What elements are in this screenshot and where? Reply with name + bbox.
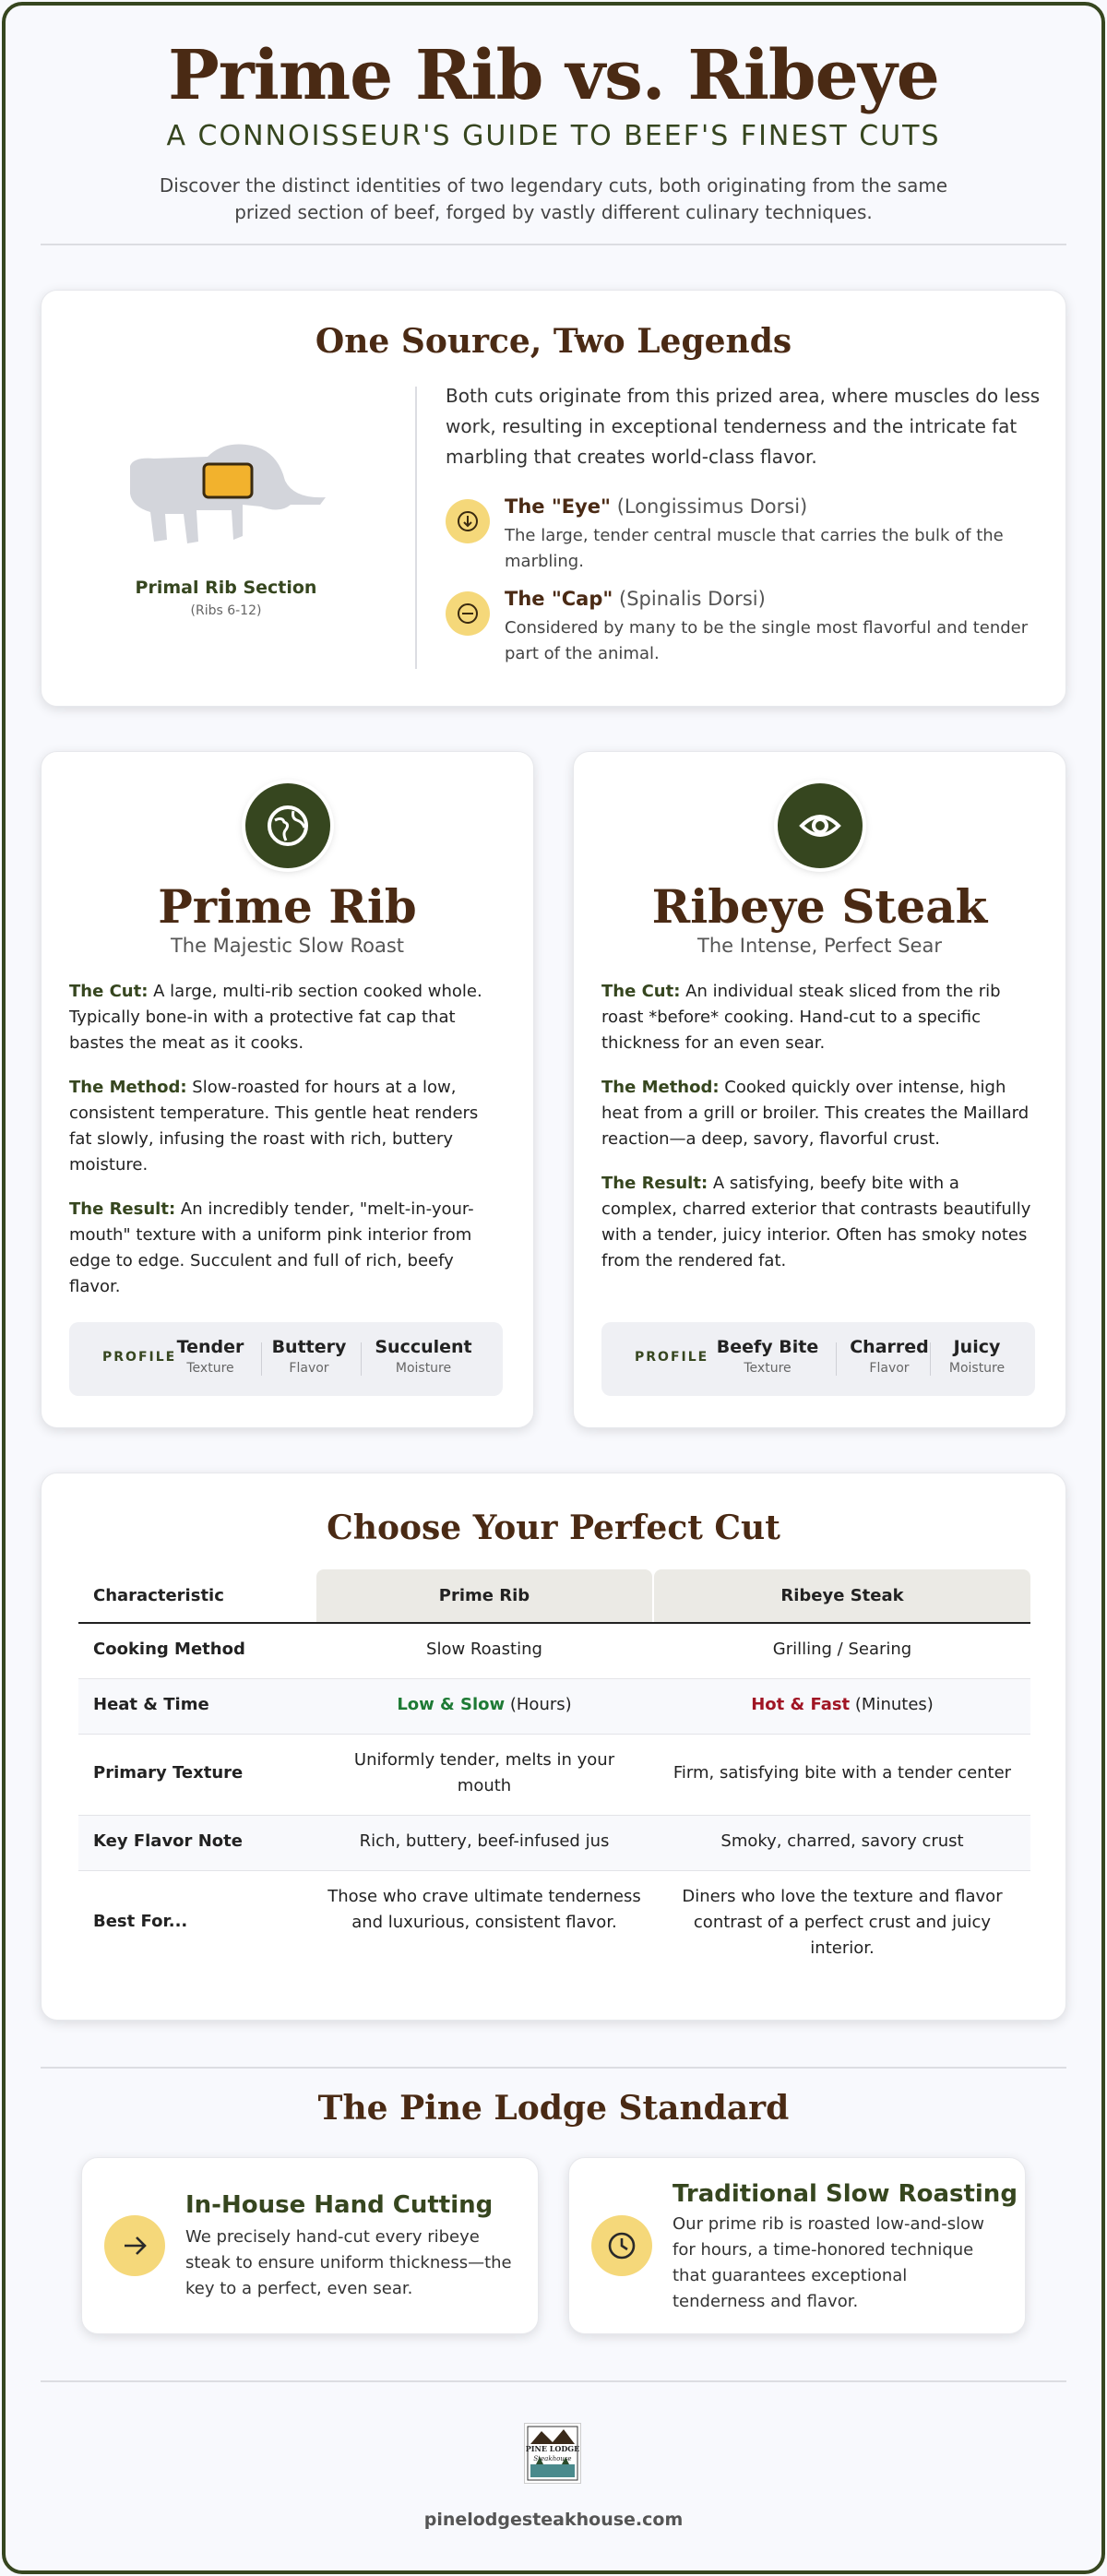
- part-description: The large, tender central muscle that carries the bulk of the marbling.: [505, 526, 1004, 571]
- logo-text: PINE LODGE: [525, 2444, 580, 2453]
- result-description: The Result: An incredibly tender, "melt-in-your-mouth" texture with a uniform pink interior from edge to edge. Succulent and full of rich, beefy flavor.: [69, 1199, 474, 1296]
- header: [0, 33, 1107, 226]
- cut-name: Prime Rib: [158, 879, 417, 934]
- profile-separator: [836, 1342, 837, 1376]
- source-title: One Source, Two Legends: [315, 322, 792, 361]
- profile-separator: [930, 1342, 931, 1376]
- website-link[interactable]: pinelodgesteakhouse.com: [423, 2510, 684, 2530]
- part-description: Considered by many to be the single most flavorful and tender part of the animal.: [505, 618, 1029, 663]
- eye-icon: [778, 783, 863, 868]
- page-intro: Discover the distinct identities of two legendary cuts, both originating from the same prized section of beef, forged by vastly different culinary techniques.: [159, 174, 948, 223]
- feature-description: Our prime rib is roasted low-and-slow for hours, a time-honored technique that guarantees exceptional tenderness and flavor.: [673, 2214, 984, 2311]
- column-header: Ribeye Steak: [654, 1569, 1030, 1623]
- prime-rib-card: [41, 751, 534, 1428]
- pine-lodge-logo: [524, 2423, 581, 2484]
- comparison-card: [41, 1473, 1066, 2021]
- cut-tagline: The Intense, Perfect Sear: [697, 935, 942, 957]
- cut-description: The Cut: A large, multi-rib section cooked whole. Typically bone-in with a protective fat cap that bastes the meat as it cooks.: [69, 982, 482, 1053]
- table-row: Best For... Those who crave ultimate tenderness and luxurious, consistent flavor. Diners who love the texture and flavor contrast of a perfect crust and juicy interior.: [93, 1887, 1003, 1958]
- page-title: Prime Rib vs. Ribeye: [168, 36, 939, 115]
- table-row: Primary Texture Uniformly tender, melts in your mouth Firm, satisfying bite with a tender center: [78, 1735, 1030, 1816]
- cut-name: Ribeye Steak: [651, 879, 988, 934]
- part-title: The "Cap" (Spinalis Dorsi): [505, 588, 766, 610]
- table-row: Heat & Time Low & Slow (Hours) Hot & Fast (Minutes): [78, 1679, 1030, 1735]
- feature-description: We precisely hand-cut every ribeye steak to ensure uniform thickness—the key to a perfect, even sear.: [185, 2227, 512, 2298]
- feature-card: [81, 2157, 539, 2334]
- standard-title: The Pine Lodge Standard: [317, 2089, 790, 2128]
- profile-item: Buttery Flavor: [271, 1337, 347, 1376]
- source-card: [41, 290, 1066, 707]
- figure-sublabel: (Ribs 6-12): [190, 603, 262, 618]
- profile-item: Tender Texture: [176, 1337, 244, 1376]
- profile-separator: [361, 1342, 362, 1376]
- profile-item: Succulent Moisture: [375, 1337, 472, 1376]
- arrow-down-circle-icon: [446, 499, 490, 543]
- feature-title: In-House Hand Cutting: [185, 2191, 494, 2219]
- profile-item: Charred Flavor: [850, 1337, 929, 1376]
- table-title: Choose Your Perfect Cut: [327, 1509, 780, 1547]
- cow-illustration: [123, 440, 335, 551]
- method-description: The Method: Cooked quickly over intense, high heat from a grill or broiler. This creates the Maillard reaction—a deep, savory, flavorful crust.: [601, 1078, 1030, 1149]
- page-subtitle: A CONNOISSEUR'S GUIDE TO BEEF'S FINEST CUTS: [166, 120, 941, 152]
- logo-script: Steakhouse: [533, 2455, 572, 2463]
- profile-item: Beefy Bite Texture: [716, 1337, 819, 1376]
- cut-tagline: The Majestic Slow Roast: [170, 935, 405, 957]
- column-header: Prime Rib: [316, 1569, 652, 1623]
- vertical-divider: [415, 387, 417, 669]
- result-description: The Result: A satisfying, beefy bite with a complex, charred exterior that contrasts beautifully with a tender, juicy interior. Often has smoky notes from the rendered fat.: [601, 1174, 1031, 1270]
- globe-icon: [245, 783, 330, 868]
- feature-title: Traditional Slow Roasting: [673, 2180, 1018, 2208]
- profile-item: Juicy Moisture: [948, 1337, 1006, 1376]
- part-title: The "Eye" (Longissimus Dorsi): [505, 495, 808, 518]
- divider: [41, 2380, 1066, 2382]
- profile-separator: [261, 1342, 262, 1376]
- table-row: Cooking Method Slow Roasting Grilling / Searing: [78, 1624, 1030, 1679]
- method-description: The Method: Slow-roasted for hours at a low, consistent temperature. This gentle heat renders fat slowly, infusing the roast with rich, buttery moisture.: [69, 1078, 479, 1175]
- table-row: Key Flavor Note Rich, buttery, beef-infused jus Smoky, charred, savory crust: [78, 1816, 1030, 1871]
- arrow-right-icon: [104, 2215, 165, 2276]
- minus-circle-icon: [446, 591, 490, 636]
- divider: [41, 244, 1066, 245]
- cut-description: The Cut: An individual steak sliced from the rib roast *before* cooking. Hand-cut to a specific thickness for an even sear.: [601, 982, 1001, 1053]
- divider: [41, 2067, 1066, 2069]
- feature-card: [568, 2157, 1026, 2334]
- profile-bar: [69, 1322, 503, 1396]
- column-header: Characteristic: [93, 1586, 224, 1605]
- source-text: Both cuts originate from this prized area, where muscles do less work, resulting in exceptional tenderness and the intricate fat marbling that creates world-class flavor.: [446, 385, 1041, 468]
- profile-label: PROFILE: [102, 1350, 177, 1365]
- profile-label: PROFILE: [635, 1350, 709, 1365]
- clock-icon: [591, 2215, 652, 2276]
- ribeye-card: [573, 751, 1066, 1428]
- figure-label: Primal Rib Section: [135, 578, 317, 598]
- profile-bar: [601, 1322, 1035, 1396]
